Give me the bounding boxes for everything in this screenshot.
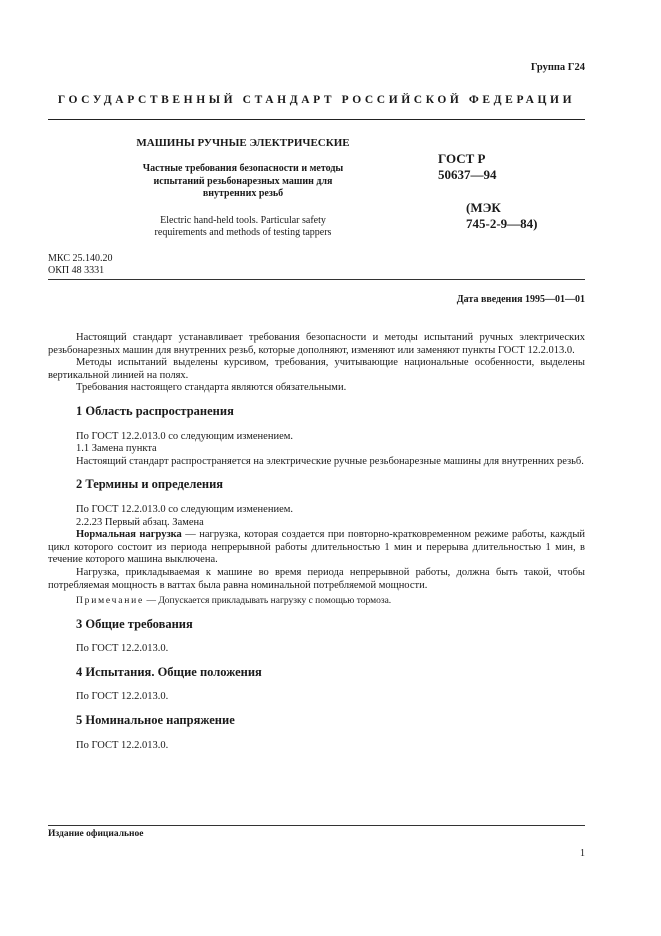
group-code: Группа Г24 — [530, 62, 585, 73]
footer-rule — [48, 825, 585, 826]
document-title: МАШИНЫ РУЧНЫЕ ЭЛЕКТРИЧЕСКИЕ — [136, 137, 350, 149]
section-heading: 3 Общие требования — [76, 616, 193, 631]
subtitle-line: испытаний резьбонарезных машин для — [153, 175, 333, 187]
introduction-date: Дата введения 1995—01—01 — [456, 294, 585, 305]
gost-designation — [438, 151, 578, 182]
section-paragraph: По ГОСТ 12.2.013.0 со следующим изменением. — [76, 430, 294, 442]
title-rule — [48, 279, 585, 280]
header-rule — [48, 119, 585, 120]
term-definition — [48, 529, 585, 567]
section-paragraph: По ГОСТ 12.2.013.0 со следующим изменением. — [76, 503, 294, 515]
section-heading: 4 Испытания. Общие положения — [76, 664, 262, 679]
page-number: 1 — [580, 848, 585, 859]
subtitle-line: Частные требования безопасности и методы — [142, 163, 344, 174]
document-subtitle — [112, 163, 374, 201]
okp-code: ОКП 48 3331 — [48, 264, 105, 276]
iec-number: 745-2-9—84) — [466, 216, 538, 231]
title-block — [112, 137, 374, 240]
section-heading: 5 Номинальное напряжение — [76, 713, 235, 728]
section-heading: 1 Область распространения — [76, 403, 234, 418]
subtitle-line: внутренних резьб — [202, 188, 284, 199]
clause-number: 2.2.23 Первый абзац. Замена — [76, 516, 204, 528]
iec-designation — [466, 200, 586, 232]
section-paragraph: По ГОСТ 12.2.013.0. — [76, 691, 169, 703]
note — [48, 595, 585, 608]
defined-term: Нормальная нагрузка — [76, 529, 182, 541]
gost-number: 50637—94 — [438, 166, 497, 182]
edition-label: Издание официальное — [48, 829, 144, 839]
section-heading: 2 Термины и определения — [76, 477, 224, 492]
intro-paragraph: Требования настоящего стандарта являются обязательными. — [76, 382, 347, 394]
iec-label: (МЭК — [466, 200, 501, 215]
document-body — [48, 332, 585, 752]
english-title — [112, 215, 374, 240]
english-title-line: Electric hand-held tools. Particular safety — [160, 214, 326, 226]
mks-code: МКС 25.140.20 — [48, 253, 113, 264]
section-paragraph: Нагрузка, прикладываемая к машине во время периода непрерывной работы, должна быть такой, чтобы потребляемая мощность в ваттах была равна номинальной потребляемой мощности. — [48, 566, 585, 591]
note-text: — Допускается прикладывать нагрузку с помощью тормоза. — [144, 596, 392, 607]
standard-header: ГОСУДАРСТВЕННЫЙ СТАНДАРТ РОССИЙСКОЙ ФЕДЕРАЦИИ — [57, 94, 576, 106]
term-definition-text: — нагрузка, которая создается при повторно-кратковременном режиме работы, каждый цикл которого состоит из периода непрерывной работы длительностью 1 мин и перерыва длительностью 1 мин, в течение которого машина выключена. — [48, 529, 586, 566]
intro-paragraph: Настоящий стандарт устанавливает требования безопасности и методы испытаний ручных электрических резьбонарезных машин для внутренних резьб, которые дополняют, изменяют или заменяют пункты ГОСТ 12.2.013.0. — [48, 332, 585, 356]
gost-label: ГОСТ Р — [438, 151, 486, 166]
clause-number: 1.1 Замена пункта — [76, 443, 157, 455]
english-title-line: requirements and methods of testing tappers — [154, 227, 332, 238]
classification-codes — [48, 253, 112, 276]
intro-paragraph: Методы испытаний выделены курсивом, требования, учитывающие национальные особенности, выделены вертикальной линией на полях. — [48, 357, 585, 381]
section-paragraph: Настоящий стандарт распространяется на электрические ручные резьбонарезные машины для внутренних резьб. — [76, 455, 584, 467]
note-label: Примечание — [76, 596, 145, 607]
section-paragraph: По ГОСТ 12.2.013.0. — [76, 643, 169, 655]
section-paragraph: По ГОСТ 12.2.013.0. — [76, 739, 169, 751]
